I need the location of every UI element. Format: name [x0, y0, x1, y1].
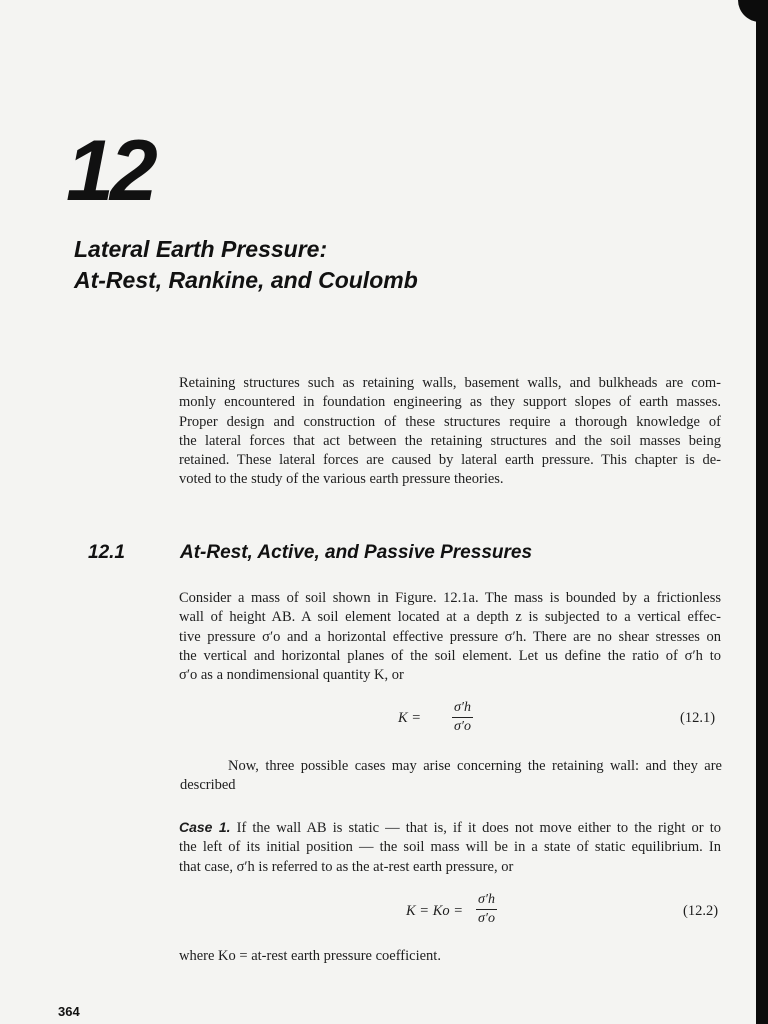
equation-fraction [476, 891, 497, 928]
equation-numerator: σ′h [476, 891, 497, 910]
text-line: described [180, 777, 236, 794]
text-line: Now, three possible cases may arise concerning the retaining wall: and they are [228, 758, 722, 774]
text-line: wall of height AB. A soil element located at a depth z is subjected to a vertical effec- [179, 609, 721, 626]
text-line: monly encountered in foundation engineering as they support slopes of earth masses. [179, 394, 721, 411]
equation-number: (12.1) [680, 710, 716, 726]
page-binding-corner [738, 0, 768, 22]
intro-paragraph [179, 374, 721, 490]
text-line: the lateral forces that act between the retaining structures and the soil masses being [179, 432, 721, 449]
equation-denominator: σ′o [454, 719, 471, 734]
equation-lhs: K = Ko = [406, 903, 464, 919]
case-label: Case 1. [179, 819, 231, 835]
equation-numerator: σ′h [452, 699, 473, 718]
paragraph-cases-intro [180, 757, 722, 796]
text-line: Retaining structures such as retaining walls, basement walls, and bulkheads are com- [179, 375, 721, 391]
text-line: tive pressure σ′o and a horizontal effective pressure σ′h. There are no shear stresses on [179, 628, 721, 645]
section-number: 12.1 [88, 542, 125, 563]
case-text: If the wall AB is static — that is, if it does not move either to the right or to [236, 820, 722, 836]
text-line: the left of its initial position — the soil mass will be in a state of static equilibrium. In [179, 839, 721, 856]
chapter-title-line-2: At-Rest, Rankine, and Coulomb [74, 267, 418, 293]
chapter-title-line-1: Lateral Earth Pressure: [74, 236, 328, 262]
paragraph-definition [179, 589, 721, 685]
text-line: Consider a mass of soil shown in Figure. 12.1a. The mass is bounded by a frictionless [179, 590, 721, 606]
page-number: 364 [58, 1004, 80, 1019]
chapter-number: 12 [66, 123, 154, 219]
text-line: retained. These lateral forces are caused by lateral earth pressure. This chapter is de- [179, 452, 721, 469]
equation-number: (12.2) [683, 903, 719, 919]
text-line: where Ko = at-rest earth pressure coefficient. [179, 948, 441, 964]
chapter-title [74, 234, 418, 296]
page-binding-edge [756, 0, 768, 1024]
text-line: σ′o as a nondimensional quantity K, or [179, 667, 404, 684]
equation-fraction [452, 699, 473, 736]
paragraph-where [179, 947, 721, 966]
section-title: At-Rest, Active, and Passive Pressures [180, 542, 533, 563]
text-line: that case, σ′h is referred to as the at-rest earth pressure, or [179, 858, 514, 875]
text-line: the vertical and horizontal planes of the soil element. Let us define the ratio of σ′h to [179, 647, 721, 664]
text-line [179, 818, 721, 838]
text-line: Proper design and construction of these structures require a thorough knowledge of [179, 413, 721, 430]
text-line: voted to the study of the various earth pressure theories. [179, 471, 504, 488]
equation-denominator: σ′o [478, 911, 495, 926]
paragraph-case-1 [179, 818, 721, 877]
equation-lhs: K = [398, 710, 422, 726]
